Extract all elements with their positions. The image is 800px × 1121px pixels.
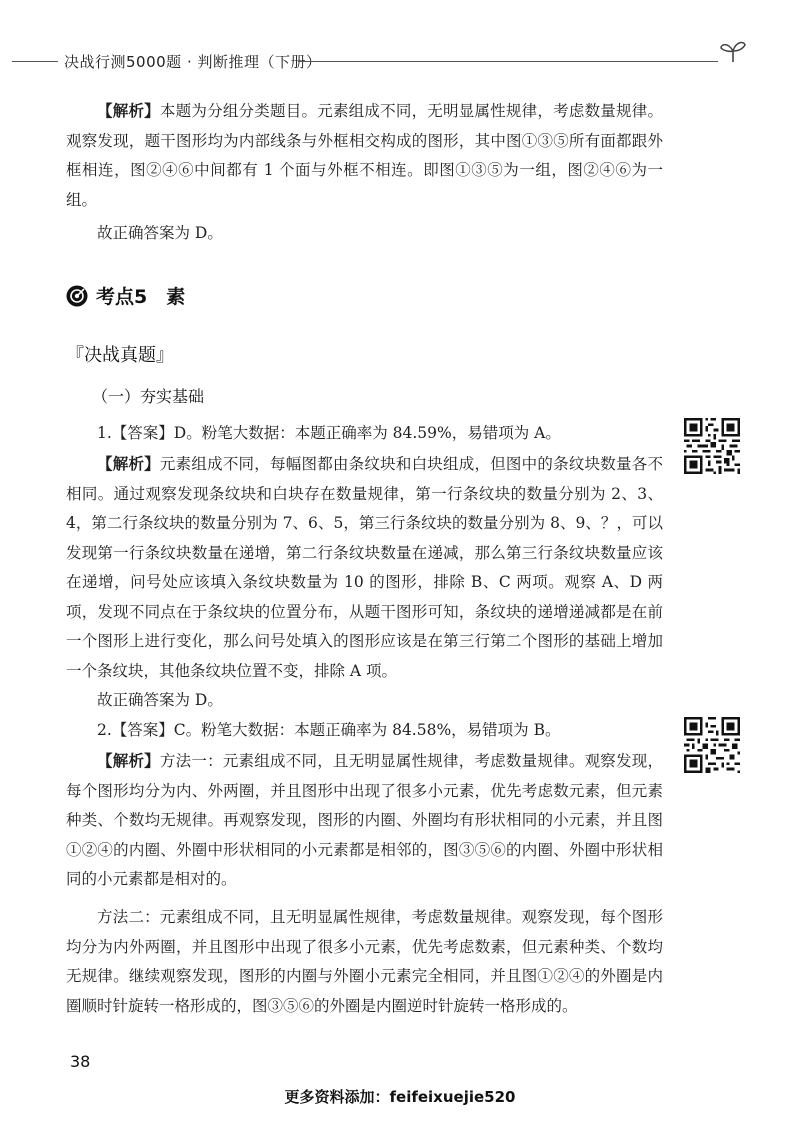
header-rule-right [298, 61, 718, 62]
book-title: 决战行测5000题 · 判断推理（下册） [64, 53, 322, 71]
q2-answer [66, 716, 663, 746]
q2-answer-text: C。粉笔大数据：本题正确率为 84.58%，易错项为 B。 [173, 721, 561, 739]
subsection-title: 『决战真题』 [66, 345, 174, 366]
header-rule-left [12, 61, 58, 62]
q1-analysis-text: 元素组成不同，每幅图都由条纹块和白块组成，但图中的条纹块数量各不相同。通过观察发现条纹块和白块存在数量规律，第一行条纹块的数量分别为 2、3、4，第二行条纹块的数量分别为 7、6、5，第三行条纹块的数量分别为 8、9、？，可以发现第一行条纹块数量在递增，第二行条纹块数量在递减，那么第三行条纹块数量应该在递增，问号处应该填入条纹块数量为 10 的图形，排除 B、C 两项。观察 A、D 两项，发现不同点在于条纹块的位置分布，从题干图形可知，条纹块的递增递减都是在前一个图形上进行变化，那么问号处填入的图形应该是在第三行第二个图形的基础上增加一个条纹块，其他条纹块位置不变，排除 A 项。 [66, 455, 663, 680]
q2-analysis-label: 【解析】 [97, 751, 160, 770]
intro-conclusion: 故正确答案为 D。 [97, 224, 223, 242]
sprout-icon [718, 38, 748, 64]
page-number: 38 [70, 1052, 91, 1071]
qr-code-icon[interactable] [684, 717, 740, 773]
q2-analysis-text: 方法一：元素组成不同，且无明显属性规律，考虑数量规律。观察发现，每个图形均分为内、外两圈，并且图形中出现了很多小元素，优先考虑数元素，但元素种类、个数均无规律。再观察发现，图形的内圈、外圈均有形状相同的小元素，并且图①②④的内圈、外圈中形状相同的小元素都是相邻的，图③⑤⑥的内圈、外圈中形状相同的小元素都是相对的。 [66, 752, 663, 888]
running-header [0, 50, 760, 72]
section-title: 考点5 素 [96, 286, 186, 308]
q2-analysis [66, 746, 663, 895]
q1-answer [66, 419, 663, 449]
q1-analysis [66, 449, 663, 686]
footer-note: 更多资料添加：feifeixuejie520 [284, 1088, 516, 1106]
q2-answer-label: 2.【答案】 [97, 721, 174, 739]
qr-code-icon[interactable] [684, 418, 740, 474]
part-title: （一）夯实基础 [92, 387, 205, 406]
analysis-text: 本题为分组分类题目。元素组成不同，无明显属性规律，考虑数量规律。观察发现，题干图形均为内部线条与外框相交构成的图形，其中图①③⑤所有面都跟外框相连，图②④⑥中间都有 1 个面与外框不相连。即图①③⑤为一组，图②④⑥为一组。 [66, 102, 663, 209]
q2-method2: 方法二：元素组成不同，且无明显属性规律，考虑数量规律。观察发现，每个图形均分为内外两圈，并且图形中出现了很多小元素，优先考虑数素，但元素种类、个数均无规律。继续观察发现，图形的内圈与外圈小元素完全相同，并且图①②④的外圈是内圈顺时针旋转一格形成的，图③⑤⑥的外圈是内圈逆时针旋转一格形成的。 [66, 908, 663, 1015]
q1-answer-label: 1.【答案】 [97, 424, 174, 442]
intro-analysis [66, 96, 663, 215]
q1-conclusion: 故正确答案为 D。 [97, 691, 223, 709]
target-badge-icon [66, 285, 88, 307]
q1-answer-text: D。粉笔大数据：本题正确率为 84.59%，易错项为 A。 [173, 424, 561, 442]
analysis-label: 【解析】 [97, 101, 160, 120]
q1-analysis-label: 【解析】 [97, 454, 160, 473]
